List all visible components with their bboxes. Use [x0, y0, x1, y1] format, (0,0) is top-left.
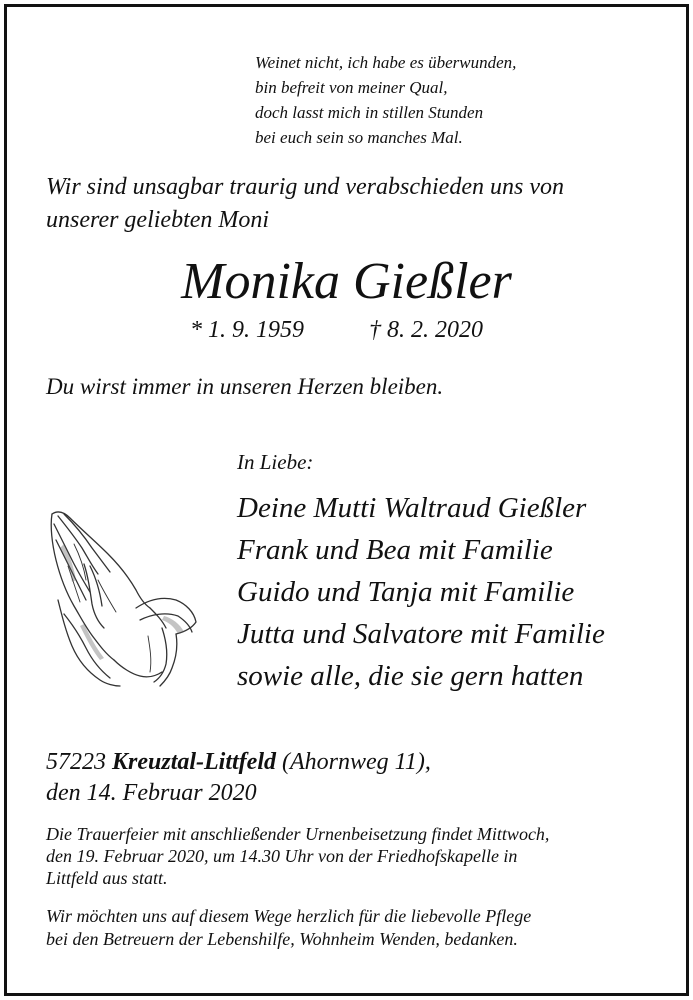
thanks-line: Wir möchten uns auf diesem Wege herzlich für die liebevolle Pflege: [46, 906, 532, 926]
intro-line: Wir sind unsagbar traurig und verabschieden uns von: [46, 174, 564, 200]
remembrance-line: Du wirst immer in unseren Herzen bleiben.: [46, 374, 444, 399]
mourner-line: Jutta und Salvatore mit Familie: [237, 618, 605, 650]
mourner-line: Deine Mutti Waltraud Gießler: [237, 492, 587, 524]
ceremony-line: den 19. Februar 2020, um 14.30 Uhr von der Friedhofskapelle in: [46, 846, 518, 866]
mourner-line: Guido und Tanja mit Familie: [237, 576, 575, 608]
postal-code: 57223: [46, 749, 106, 775]
mourners-heading: In Liebe:: [237, 450, 314, 474]
ceremony-line: Die Trauerfeier mit anschließender Urnenbeisetzung findet Mittwoch,: [46, 824, 550, 844]
address-block: [46, 747, 431, 809]
poem-line: bin befreit von meiner Qual,: [255, 78, 448, 97]
street: (Ahornweg 11),: [282, 749, 431, 775]
intro-text: [46, 171, 656, 237]
poem: [255, 50, 516, 150]
intro-line: unserer geliebten Moni: [46, 207, 270, 233]
thanks-notice: [46, 905, 645, 951]
deceased-name: Monika Gießler: [181, 253, 512, 310]
address-date: den 14. Februar 2020: [46, 780, 257, 806]
birth-date: * 1. 9. 1959: [190, 317, 304, 343]
mourner-line: Frank und Bea mit Familie: [237, 534, 553, 566]
thanks-line: bei den Betreuern der Lebenshilfe, Wohnheim Wenden, bedanken.: [46, 929, 518, 949]
poem-line: doch lasst mich in stillen Stunden: [255, 103, 484, 122]
mourners-list: [237, 487, 605, 697]
city: Kreuztal-Littfeld: [112, 749, 276, 775]
ceremony-line: Littfeld aus statt.: [46, 868, 168, 888]
poem-line: bei euch sein so manches Mal.: [255, 128, 463, 147]
praying-hands-icon: [44, 504, 198, 690]
mourner-line: sowie alle, die sie gern hatten: [237, 660, 584, 692]
poem-line: Weinet nicht, ich habe es überwunden,: [255, 53, 517, 72]
death-date: † 8. 2. 2020: [369, 317, 483, 343]
ceremony-notice: [46, 823, 645, 889]
